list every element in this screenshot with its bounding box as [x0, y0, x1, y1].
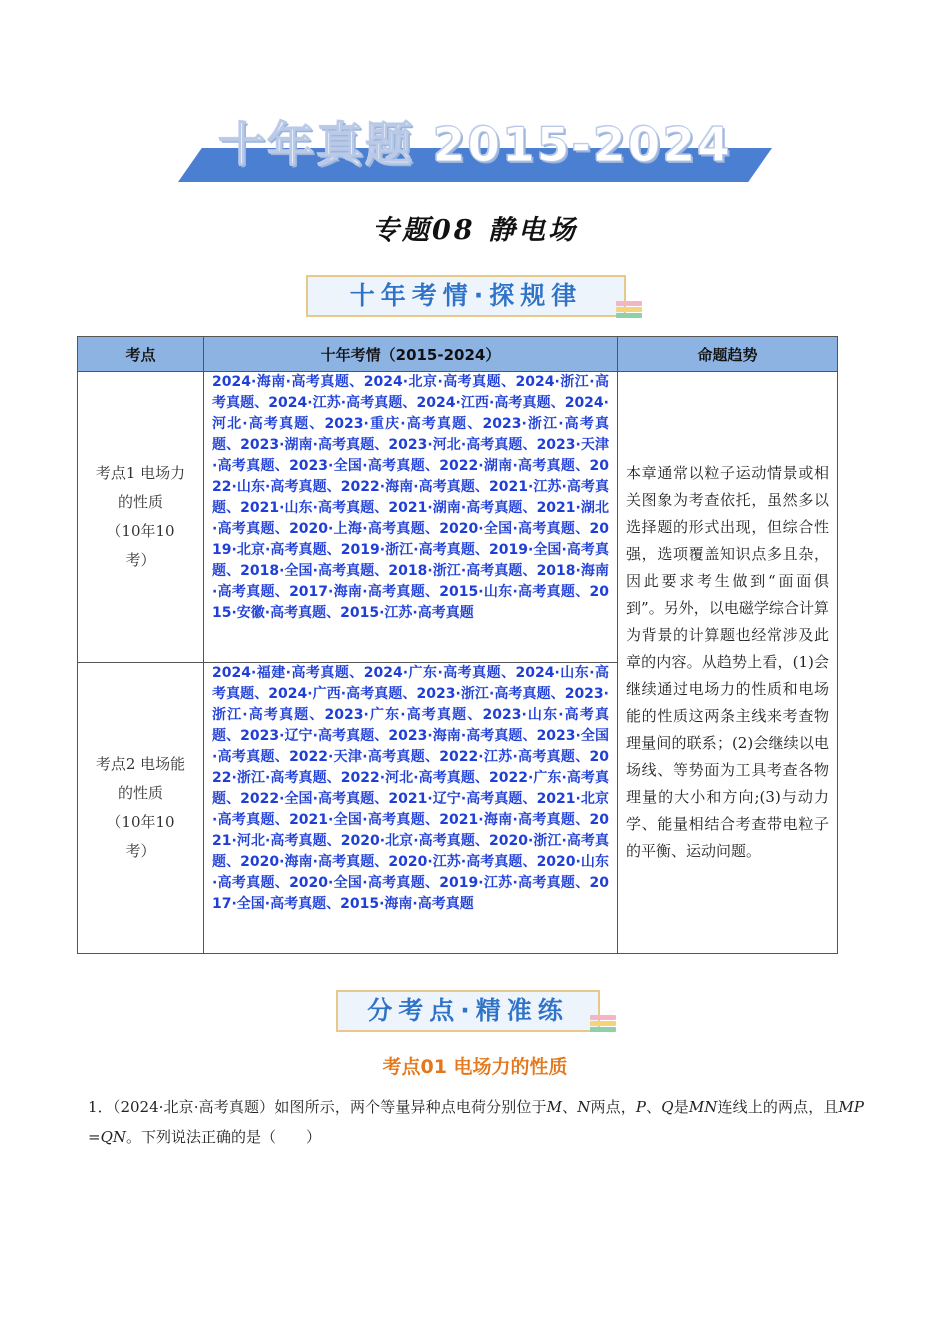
header-topic: 考点 [78, 337, 204, 372]
topic-line: 的性质 [117, 493, 163, 511]
section-badge-practice [336, 990, 600, 1032]
books-icon [590, 1015, 616, 1035]
header-history: 十年考情（2015-2024） [204, 337, 618, 372]
topic-heading: 考点01 电场力的性质 [382, 1056, 568, 1078]
section-badge-label: 分考点·精准练 [367, 996, 569, 1025]
topic-line: 考点1 电场力 [95, 464, 186, 482]
math-var: M [546, 1098, 562, 1116]
section-badge-trends [306, 275, 626, 317]
topic-line: 考） [125, 842, 156, 860]
exam-stats-table [77, 336, 838, 954]
title-banner [178, 118, 772, 184]
math-var: MN [688, 1098, 718, 1116]
question-1 [88, 1092, 864, 1152]
math-var: Q [661, 1098, 674, 1116]
topic-line: 考） [125, 551, 156, 569]
math-var: N [577, 1098, 591, 1116]
topic-cell [78, 372, 204, 663]
topic-line: 的性质 [117, 784, 163, 802]
question-text: 是 [673, 1098, 689, 1116]
topic-line: （10年10 [106, 522, 175, 540]
history-cell: 2024·福建·高考真题、2024·广东·高考真题、2024·山东·高考真题、2024·广西·高考真题、2023·浙江·高考真题、2023·浙江·高考真题、2023·广东·高考真题、2023·山东·高考真题、2023·辽宁·高考真题、2023·海南·高考真题、2023·全国·高考真题、2022·天津·高考真题、2022·江苏·高考真题、2022·浙江·高考真题、2022·河北·高考真题、2022·广东·高考真题、2022·全国·高考真题、2021·辽宁·高考真题、2021·北京·高考真题、2021·全国·高考真题、2021·海南·高考真题、2021·河北·高考真题、2020·北京·高考真题、2020·浙江·高考真题、2020·海南·高考真题、2020·江苏·高考真题、2020·山东·高考真题、2020·全国·高考真题、2019·江苏·高考真题、2017·全国·高考真题、2015·海南·高考真题 [204, 663, 618, 954]
trend-cell: 本章通常以粒子运动情景或相关图象为考查依托，虽然多以选择题的形式出现，但综合性强，选项覆盖知识点多且杂，因此要求考生做到“面面俱到”。另外，以电磁学综合计算为背景的计算题也经常涉及此章的内容。从趋势上看，(1)会继续通过电场力的性质和电场能的性质这两条主线来考查物理量间的联系；(2)会继续以电场线、等势面为工具考查各物理量的大小和方向;(3)与动力学、能量相结合考查带电粒子的平衡、运动问题。 [618, 372, 838, 954]
math-var: QN [100, 1128, 127, 1146]
books-icon [616, 301, 642, 321]
math-equals: = [88, 1128, 101, 1146]
question-text: 两点， [590, 1098, 636, 1116]
question-text: 如图所示，两个等量异种点电荷分别位于 [274, 1098, 547, 1116]
header-trend: 命题趋势 [618, 337, 838, 372]
question-text: 、 [646, 1098, 662, 1116]
topic-line: 考点2 电场能 [95, 755, 186, 773]
banner-text: 十年真题 2015-2024 [218, 118, 732, 173]
math-var: MP [838, 1098, 864, 1116]
table-row [78, 372, 838, 663]
section-badge-label: 十年考情·探规律 [349, 281, 583, 310]
table-header-row [78, 337, 838, 372]
history-cell: 2024·海南·高考真题、2024·北京·高考真题、2024·浙江·高考真题、2024·江苏·高考真题、2024·江西·高考真题、2024·河北·高考真题、2023·重庆·高考真题、2023·浙江·高考真题、2023·湖南·高考真题、2023·河北·高考真题、2023·天津·高考真题、2023·全国·高考真题、2022·湖南·高考真题、2022·山东·高考真题、2022·海南·高考真题、2021·江苏·高考真题、2021·山东·高考真题、2021·湖南·高考真题、2021·湖北·高考真题、2020·上海·高考真题、2020·全国·高考真题、2019·北京·高考真题、2019·浙江·高考真题、2019·全国·高考真题、2018·全国·高考真题、2018·浙江·高考真题、2018·海南·高考真题、2017·海南·高考真题、2015·山东·高考真题、2015·安徽·高考真题、2015·江苏·高考真题 [204, 372, 618, 663]
topic-cell [78, 663, 204, 954]
question-text: 连线上的两点，且 [717, 1098, 839, 1116]
question-text: 、 [562, 1098, 578, 1116]
question-source: （2024·北京·高考真题） [112, 1098, 275, 1116]
question-text: 。下列说法正确的是（ ） [126, 1128, 322, 1146]
document-title: 专题08 静电场 [372, 215, 578, 246]
math-var: P [635, 1098, 646, 1116]
topic-line: （10年10 [106, 813, 175, 831]
question-number: 1． [88, 1098, 113, 1116]
